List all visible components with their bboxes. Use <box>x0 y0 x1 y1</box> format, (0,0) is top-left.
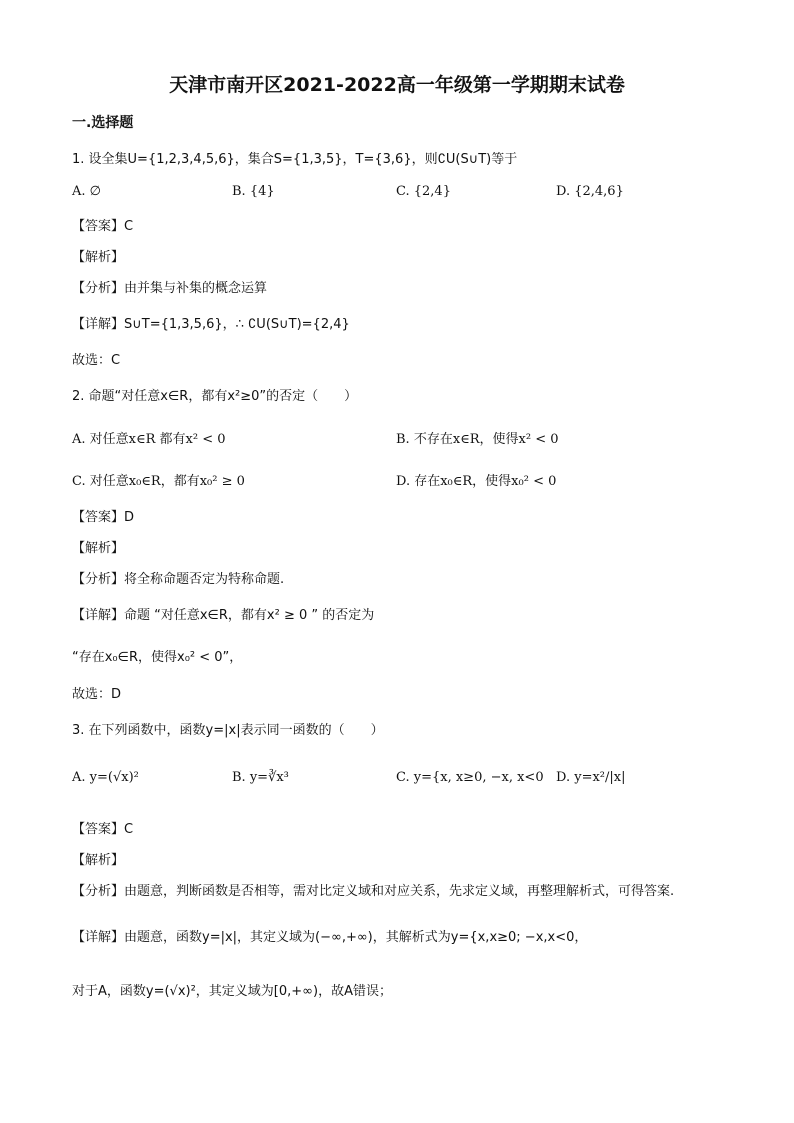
q2-option-d: D. 存在x₀∈R，使得x₀² < 0 <box>396 474 557 489</box>
q1-option-d: D. {2,4,6} <box>556 184 624 199</box>
q1-conclusion: 故选：C <box>72 353 121 368</box>
q3-analysis-label: 【解析】 <box>72 853 125 868</box>
q3-option-c: C. y={x, x≥0, −x, x<0 <box>396 770 544 785</box>
q3-xiangjie: 【详解】由题意，函数y=|x|，其定义域为(−∞,+∞)，其解析式为y={x,x≥0; −x,x<0， <box>72 930 588 945</box>
q2-fenxi: 【分析】将全称命题否定为特称命题. <box>72 572 285 587</box>
q3-case-a: 对于A，函数y=(√x)²，其定义域为[0,+∞)，故A错误； <box>72 984 392 999</box>
q3-answer: 【答案】C <box>72 822 134 837</box>
question-2-stem: 2. 命题“对任意x∈R，都有x²≥0”的否定（ ） <box>72 389 358 404</box>
question-3-stem: 3. 在下列函数中，函数y=|x|表示同一函数的（ ） <box>72 723 384 738</box>
q2-xiangjie-2: “存在x₀∈R，使得x₀² < 0”， <box>72 650 243 665</box>
q3-fenxi: 【分析】由题意，判断函数是否相等，需对比定义域和对应关系，先求定义域，再整理解析式，可得答案. <box>72 884 675 899</box>
q1-option-c: C. {2,4} <box>396 184 451 199</box>
q3-option-b: B. y=∛x³ <box>232 770 289 785</box>
q1-option-b: B. {4} <box>232 184 275 199</box>
q1-xiangjie: 【详解】S∪T={1,3,5,6}，∴ ∁U(S∪T)={2,4} <box>72 317 350 332</box>
q2-analysis-label: 【解析】 <box>72 541 125 556</box>
section-heading: 一.选择题 <box>72 115 134 131</box>
q1-fenxi: 【分析】由并集与补集的概念运算 <box>72 281 268 296</box>
page-title: 天津市南开区2021-2022高一年级第一学期期末试卷 <box>169 74 625 96</box>
q2-xiangjie: 【详解】命题 “对任意x∈R，都有x² ≥ 0 ” 的否定为 <box>72 608 375 623</box>
q1-answer: 【答案】C <box>72 219 134 234</box>
q2-option-a: A. 对任意x∈R 都有x² < 0 <box>72 432 226 447</box>
question-1-stem: 1. 设全集U={1,2,3,4,5,6}，集合S={1,3,5}，T={3,6}，则∁U(S∪T)等于 <box>72 152 518 167</box>
q1-option-a: A. ∅ <box>72 184 101 199</box>
q2-conclusion: 故选：D <box>72 687 122 702</box>
q2-option-c: C. 对任意x₀∈R，都有x₀² ≥ 0 <box>72 474 245 489</box>
q2-answer: 【答案】D <box>72 510 135 525</box>
q1-analysis-label: 【解析】 <box>72 250 125 265</box>
q3-option-a: A. y=(√x)² <box>72 770 139 785</box>
q2-option-b: B. 不存在x∈R，使得x² < 0 <box>396 432 559 447</box>
q3-option-d: D. y=x²/|x| <box>556 770 626 785</box>
